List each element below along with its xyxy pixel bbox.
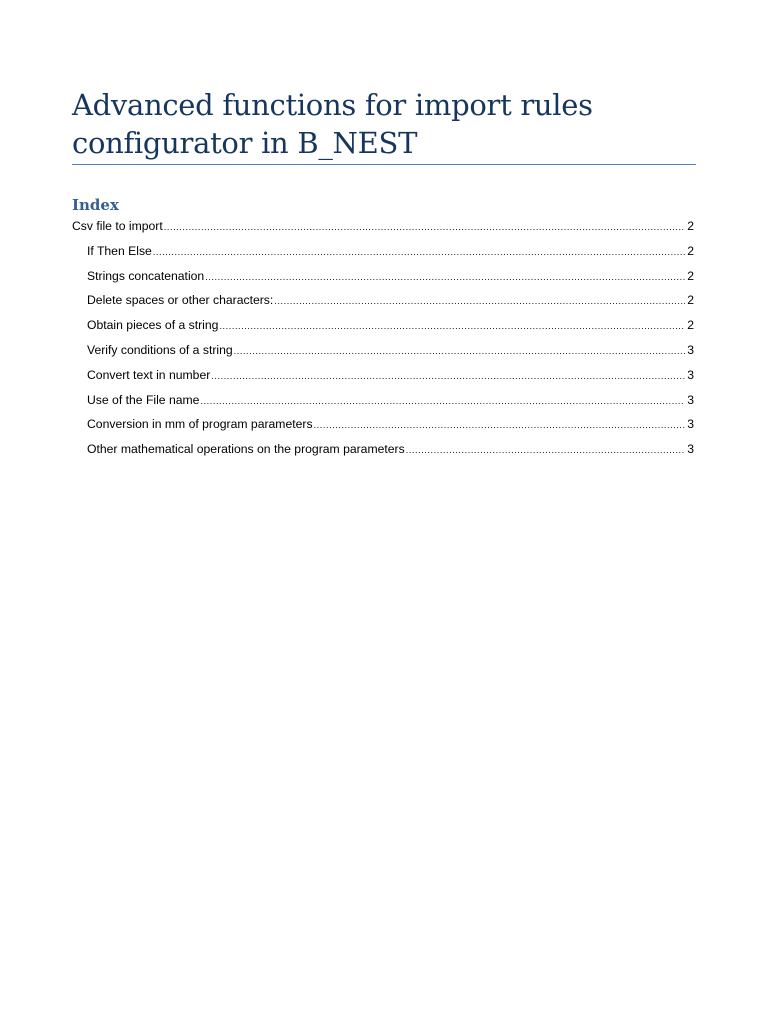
toc-entry-label: Delete spaces or other characters: bbox=[87, 293, 274, 308]
toc-dot-leader bbox=[153, 241, 685, 262]
toc-page-number: 3 bbox=[687, 367, 694, 382]
index-heading: Index bbox=[72, 196, 119, 214]
toc-page-number: 3 bbox=[687, 417, 694, 432]
toc-entry[interactable] bbox=[72, 266, 694, 291]
toc-entry-label: Obtain pieces of a string bbox=[87, 318, 219, 333]
toc-dot-leader bbox=[314, 414, 685, 435]
toc-entry-label: Csv file to import bbox=[72, 219, 163, 233]
toc-entry-label: Verify conditions of a string bbox=[87, 342, 233, 357]
toc-entry[interactable] bbox=[72, 390, 694, 415]
toc-entry-label: Strings concatenation bbox=[87, 268, 205, 283]
toc-dot-leader bbox=[205, 266, 685, 287]
toc-entry[interactable] bbox=[72, 315, 694, 340]
toc-entry-label: Conversion in mm of program parameters bbox=[87, 417, 313, 432]
table-of-contents bbox=[72, 216, 694, 464]
toc-entry[interactable] bbox=[72, 241, 694, 266]
toc-entry-label: Use of the File name bbox=[87, 392, 200, 407]
toc-entry[interactable] bbox=[72, 414, 694, 439]
toc-page-number: 2 bbox=[687, 268, 694, 283]
toc-entry[interactable] bbox=[72, 340, 694, 365]
toc-page-number: 3 bbox=[687, 442, 694, 457]
toc-dot-leader bbox=[164, 216, 685, 237]
toc-page-number: 3 bbox=[687, 392, 694, 407]
toc-dot-leader bbox=[219, 315, 685, 336]
toc-entry-label: Other mathematical operations on the program parameters bbox=[87, 442, 405, 457]
toc-entry[interactable] bbox=[72, 290, 694, 315]
toc-entry[interactable] bbox=[72, 439, 694, 464]
document-title: Advanced functions for import rules configurator in B_NEST bbox=[72, 88, 593, 160]
toc-dot-leader bbox=[274, 290, 685, 311]
toc-page-number: 2 bbox=[687, 293, 694, 308]
toc-dot-leader bbox=[234, 340, 685, 361]
toc-page-number: 2 bbox=[687, 243, 694, 258]
toc-page-number: 3 bbox=[687, 342, 694, 357]
toc-dot-leader bbox=[211, 365, 685, 386]
toc-entry[interactable] bbox=[72, 365, 694, 390]
toc-entry-label: If Then Else bbox=[87, 243, 152, 258]
title-divider bbox=[72, 164, 696, 165]
toc-entry-label: Convert text in number bbox=[87, 367, 211, 382]
toc-dot-leader bbox=[200, 390, 685, 411]
toc-dot-leader bbox=[406, 439, 685, 460]
toc-entry[interactable] bbox=[72, 216, 694, 241]
toc-page-number: 2 bbox=[687, 219, 694, 233]
toc-page-number: 2 bbox=[687, 318, 694, 333]
